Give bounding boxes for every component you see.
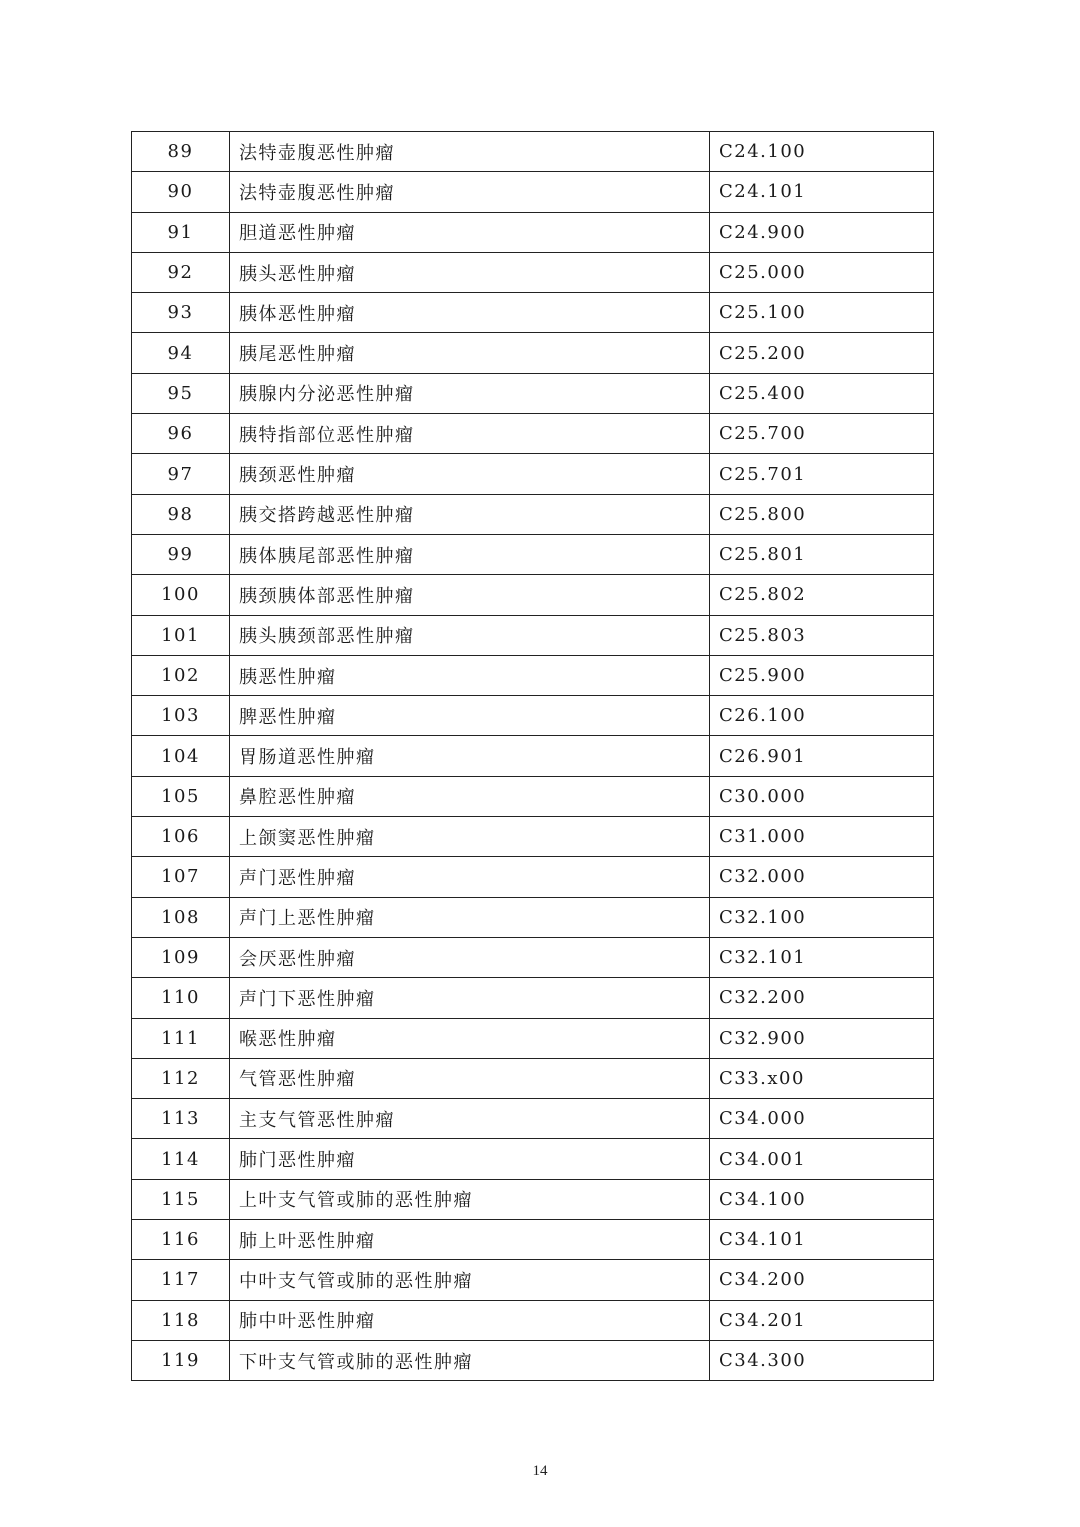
table-row — [132, 1058, 934, 1098]
disease-name-cell: 胃肠道恶性肿瘤 — [230, 736, 710, 776]
disease-name-cell: 肺门恶性肿瘤 — [230, 1139, 710, 1179]
disease-name-cell: 胰交搭跨越恶性肿瘤 — [230, 494, 710, 534]
table-body — [132, 132, 934, 1381]
row-number-cell: 119 — [132, 1340, 230, 1380]
disease-name-cell: 脾恶性肿瘤 — [230, 696, 710, 736]
table-row — [132, 534, 934, 574]
table-row — [132, 454, 934, 494]
row-number-cell: 114 — [132, 1139, 230, 1179]
disease-name-cell: 胰恶性肿瘤 — [230, 655, 710, 695]
table-row — [132, 978, 934, 1018]
disease-name-cell: 胰头胰颈部恶性肿瘤 — [230, 615, 710, 655]
disease-code-cell: C33.x00 — [710, 1058, 934, 1098]
disease-code-cell: C25.900 — [710, 655, 934, 695]
table-row — [132, 212, 934, 252]
disease-name-cell: 法特壶腹恶性肿瘤 — [230, 132, 710, 172]
disease-code-cell: C25.801 — [710, 534, 934, 574]
row-number-cell: 89 — [132, 132, 230, 172]
disease-name-cell: 胰体恶性肿瘤 — [230, 293, 710, 333]
table-row — [132, 736, 934, 776]
table-row — [132, 655, 934, 695]
table-row — [132, 373, 934, 413]
row-number-cell: 102 — [132, 655, 230, 695]
disease-code-cell: C25.803 — [710, 615, 934, 655]
row-number-cell: 109 — [132, 937, 230, 977]
disease-code-cell: C32.101 — [710, 937, 934, 977]
disease-code-cell: C34.101 — [710, 1220, 934, 1260]
table-row — [132, 494, 934, 534]
table-row — [132, 1139, 934, 1179]
row-number-cell: 94 — [132, 333, 230, 373]
table-row — [132, 1018, 934, 1058]
table-row — [132, 696, 934, 736]
row-number-cell: 93 — [132, 293, 230, 333]
disease-code-cell: C34.200 — [710, 1260, 934, 1300]
disease-code-cell: C24.100 — [710, 132, 934, 172]
disease-name-cell: 胆道恶性肿瘤 — [230, 212, 710, 252]
row-number-cell: 108 — [132, 897, 230, 937]
disease-name-cell: 声门恶性肿瘤 — [230, 857, 710, 897]
row-number-cell: 107 — [132, 857, 230, 897]
disease-name-cell: 胰头恶性肿瘤 — [230, 252, 710, 292]
disease-name-cell: 上叶支气管或肺的恶性肿瘤 — [230, 1179, 710, 1219]
disease-code-cell: C32.900 — [710, 1018, 934, 1058]
disease-code-cell: C25.700 — [710, 414, 934, 454]
disease-name-cell: 鼻腔恶性肿瘤 — [230, 776, 710, 816]
disease-code-cell: C25.400 — [710, 373, 934, 413]
disease-code-cell: C24.900 — [710, 212, 934, 252]
disease-code-cell: C26.100 — [710, 696, 934, 736]
row-number-cell: 117 — [132, 1260, 230, 1300]
row-number-cell: 112 — [132, 1058, 230, 1098]
disease-code-cell: C25.100 — [710, 293, 934, 333]
row-number-cell: 91 — [132, 212, 230, 252]
row-number-cell: 96 — [132, 414, 230, 454]
disease-name-cell: 法特壶腹恶性肿瘤 — [230, 172, 710, 212]
table-row — [132, 776, 934, 816]
table-row — [132, 172, 934, 212]
disease-name-cell: 下叶支气管或肺的恶性肿瘤 — [230, 1340, 710, 1380]
row-number-cell: 104 — [132, 736, 230, 776]
disease-name-cell: 胰腺内分泌恶性肿瘤 — [230, 373, 710, 413]
disease-name-cell: 喉恶性肿瘤 — [230, 1018, 710, 1058]
table-row — [132, 1340, 934, 1380]
disease-code-cell: C34.000 — [710, 1099, 934, 1139]
table-row — [132, 132, 934, 172]
disease-name-cell: 胰特指部位恶性肿瘤 — [230, 414, 710, 454]
table-row — [132, 1260, 934, 1300]
row-number-cell: 100 — [132, 575, 230, 615]
row-number-cell: 92 — [132, 252, 230, 292]
disease-code-cell: C26.901 — [710, 736, 934, 776]
disease-code-cell: C34.300 — [710, 1340, 934, 1380]
table-row — [132, 857, 934, 897]
disease-code-cell: C34.100 — [710, 1179, 934, 1219]
row-number-cell: 110 — [132, 978, 230, 1018]
row-number-cell: 98 — [132, 494, 230, 534]
table-row — [132, 293, 934, 333]
disease-code-table — [131, 131, 934, 1381]
disease-code-cell: C34.201 — [710, 1300, 934, 1340]
page-number: 14 — [532, 1463, 548, 1479]
disease-code-cell: C25.701 — [710, 454, 934, 494]
disease-name-cell: 气管恶性肿瘤 — [230, 1058, 710, 1098]
table-row — [132, 1300, 934, 1340]
disease-name-cell: 声门下恶性肿瘤 — [230, 978, 710, 1018]
row-number-cell: 118 — [132, 1300, 230, 1340]
disease-name-cell: 胰尾恶性肿瘤 — [230, 333, 710, 373]
row-number-cell: 101 — [132, 615, 230, 655]
disease-name-cell: 肺中叶恶性肿瘤 — [230, 1300, 710, 1340]
row-number-cell: 97 — [132, 454, 230, 494]
disease-code-cell: C32.000 — [710, 857, 934, 897]
disease-code-cell: C32.200 — [710, 978, 934, 1018]
table-row — [132, 575, 934, 615]
disease-name-cell: 肺上叶恶性肿瘤 — [230, 1220, 710, 1260]
table-row — [132, 615, 934, 655]
disease-code-cell: C24.101 — [710, 172, 934, 212]
disease-code-cell: C31.000 — [710, 817, 934, 857]
disease-code-cell: C30.000 — [710, 776, 934, 816]
row-number-cell: 90 — [132, 172, 230, 212]
disease-code-cell: C25.200 — [710, 333, 934, 373]
disease-name-cell: 上颌窦恶性肿瘤 — [230, 817, 710, 857]
disease-code-cell: C25.802 — [710, 575, 934, 615]
table-row — [132, 414, 934, 454]
table-row — [132, 817, 934, 857]
row-number-cell: 103 — [132, 696, 230, 736]
row-number-cell: 116 — [132, 1220, 230, 1260]
table-row — [132, 897, 934, 937]
row-number-cell: 111 — [132, 1018, 230, 1058]
disease-name-cell: 声门上恶性肿瘤 — [230, 897, 710, 937]
disease-code-cell: C25.000 — [710, 252, 934, 292]
disease-name-cell: 中叶支气管或肺的恶性肿瘤 — [230, 1260, 710, 1300]
table-row — [132, 937, 934, 977]
disease-name-cell: 主支气管恶性肿瘤 — [230, 1099, 710, 1139]
disease-name-cell: 胰颈恶性肿瘤 — [230, 454, 710, 494]
table-row — [132, 333, 934, 373]
disease-name-cell: 胰颈胰体部恶性肿瘤 — [230, 575, 710, 615]
disease-name-cell: 会厌恶性肿瘤 — [230, 937, 710, 977]
disease-code-cell: C32.100 — [710, 897, 934, 937]
row-number-cell: 113 — [132, 1099, 230, 1139]
table-row — [132, 252, 934, 292]
disease-code-cell: C34.001 — [710, 1139, 934, 1179]
row-number-cell: 95 — [132, 373, 230, 413]
table-row — [132, 1179, 934, 1219]
table-row — [132, 1220, 934, 1260]
row-number-cell: 115 — [132, 1179, 230, 1219]
table-row — [132, 1099, 934, 1139]
disease-name-cell: 胰体胰尾部恶性肿瘤 — [230, 534, 710, 574]
row-number-cell: 105 — [132, 776, 230, 816]
disease-code-cell: C25.800 — [710, 494, 934, 534]
row-number-cell: 99 — [132, 534, 230, 574]
row-number-cell: 106 — [132, 817, 230, 857]
